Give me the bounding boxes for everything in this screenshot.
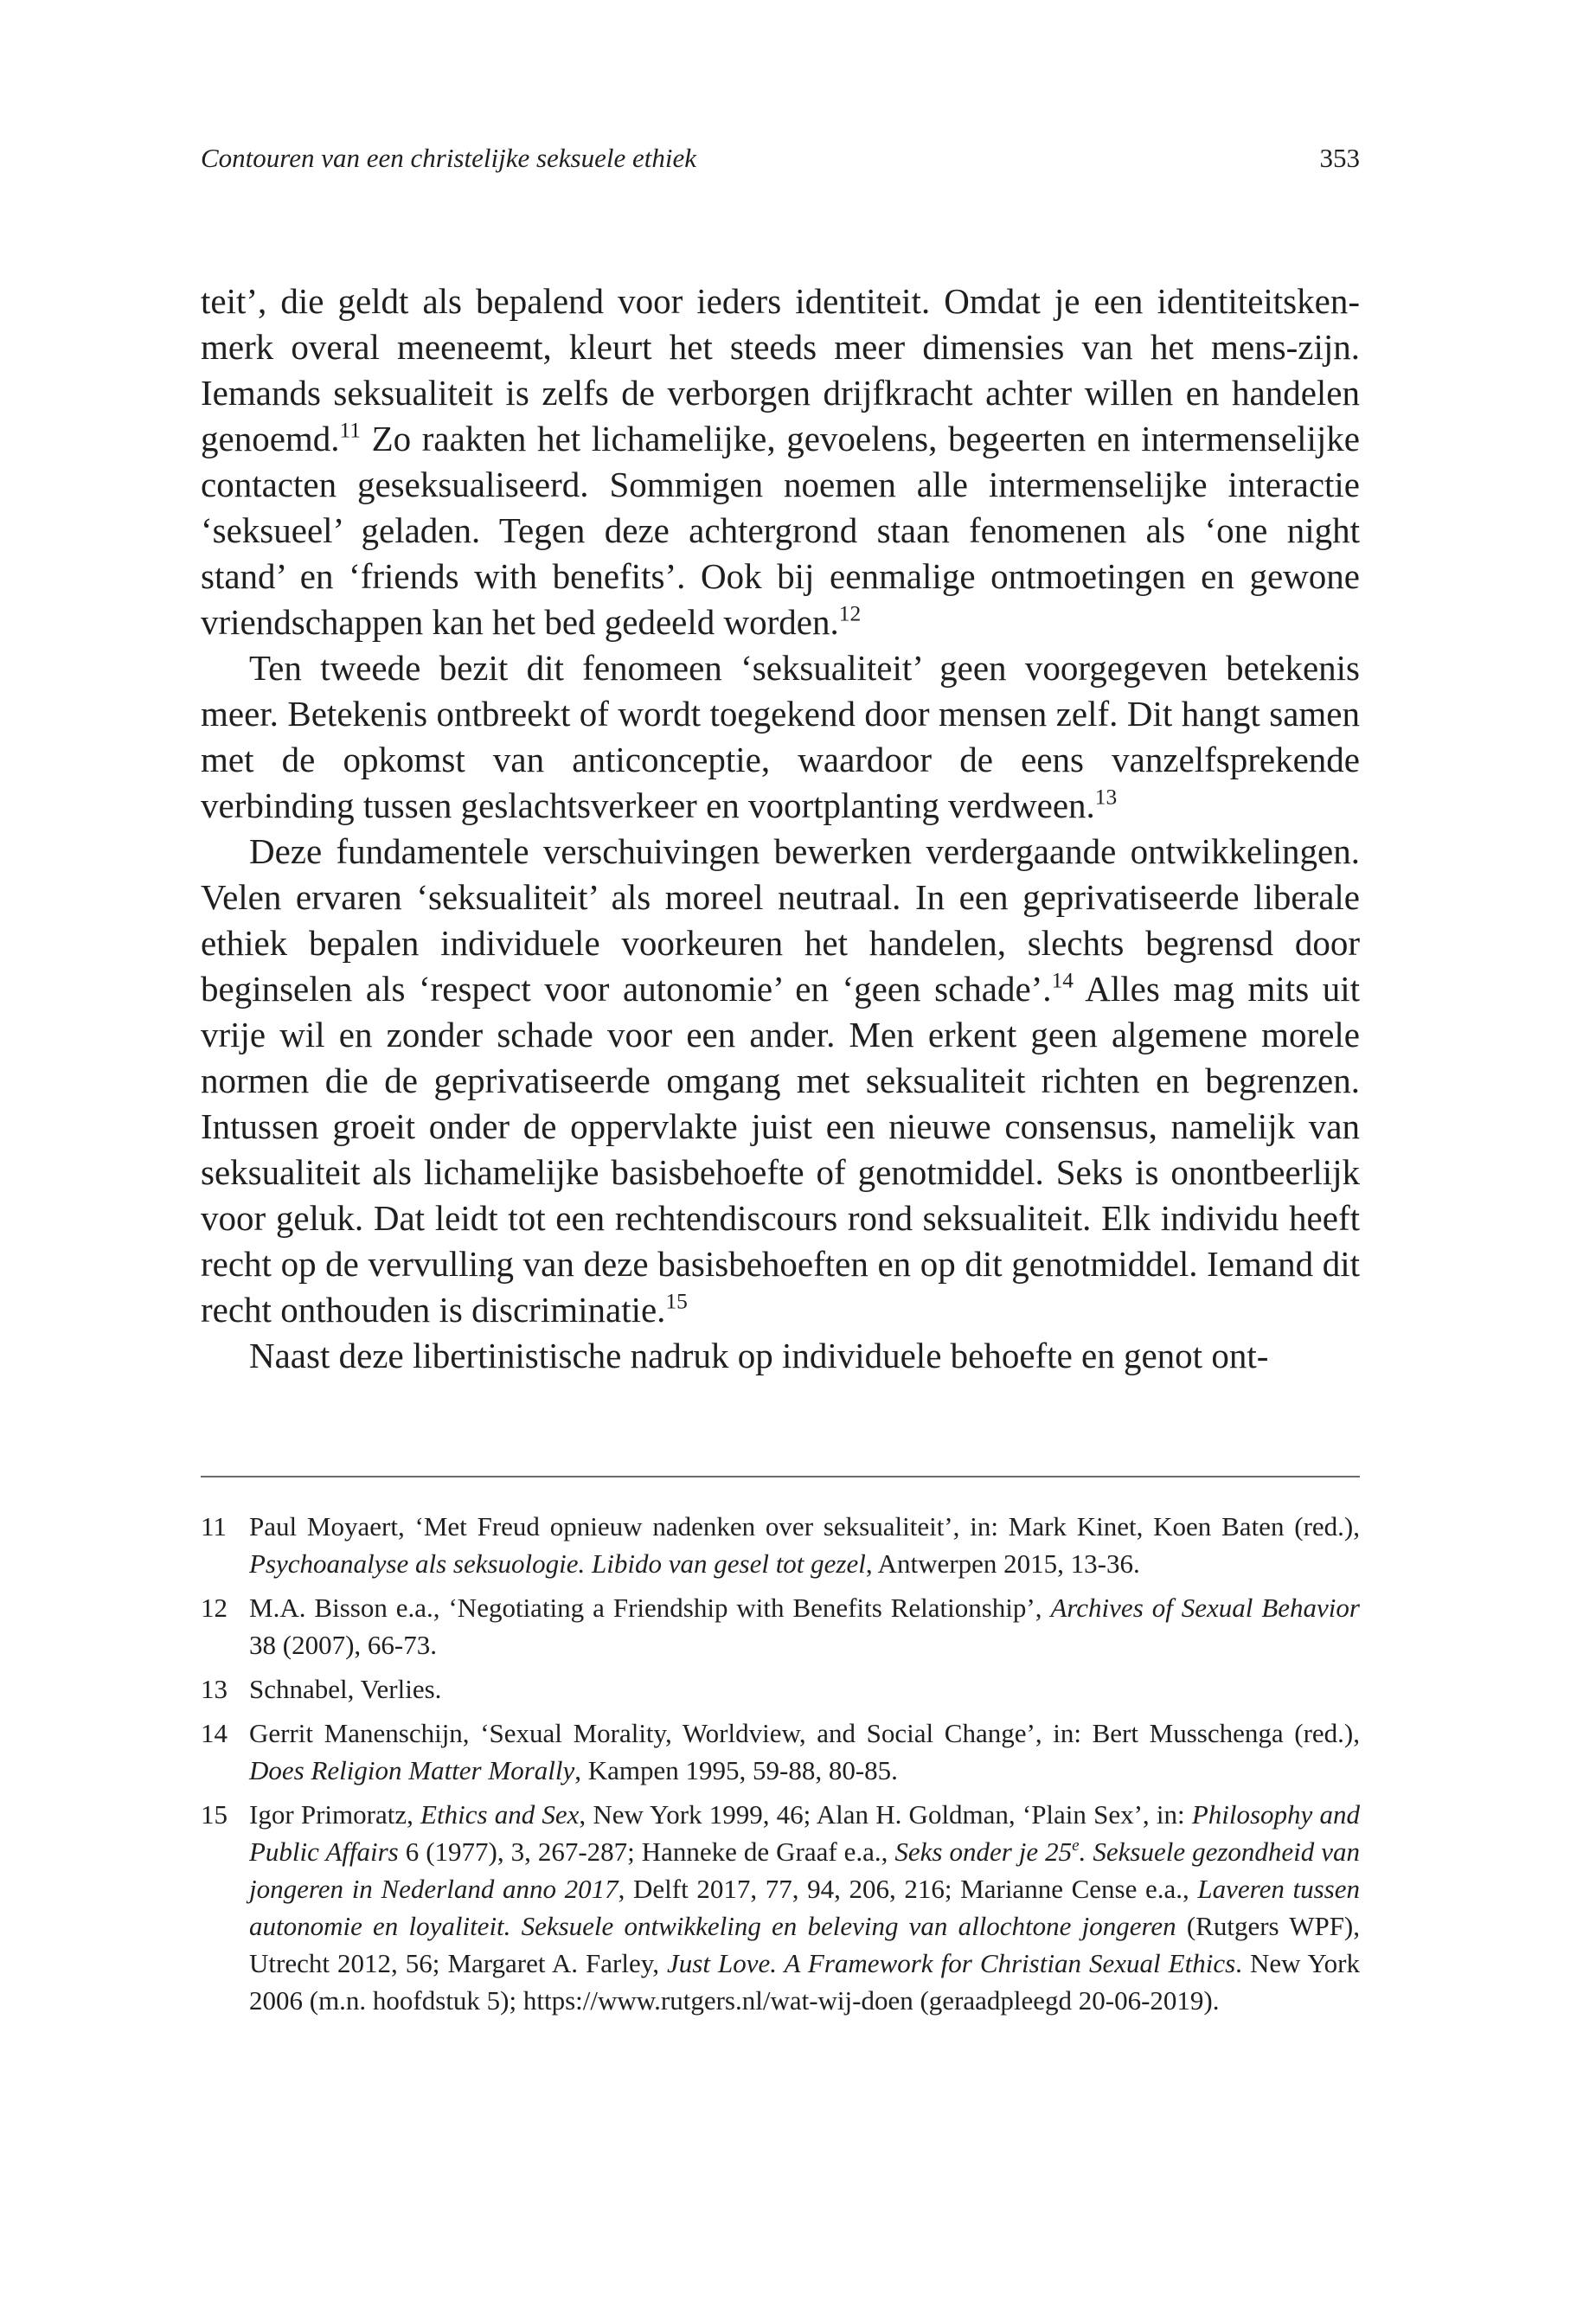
- footnotes: [201, 1508, 1360, 2026]
- footnote-italic: Just Love. A Framework for Christian Sexual Ethics: [667, 1948, 1236, 1978]
- footnote-12: [201, 1589, 1360, 1663]
- paragraph-1: [201, 279, 1360, 645]
- footnote-text: (Rutgers WPF), Utrecht 2012, 56; Margaret A. Farley,: [249, 1911, 1361, 1978]
- running-title: Contouren van een christelijke seksuele ethiek: [201, 143, 697, 173]
- body-text: [201, 279, 1360, 1379]
- footnote-italic: Does Religion Matter Morally: [249, 1755, 575, 1785]
- footnote-text: 38 (2007), 66-73.: [249, 1630, 437, 1660]
- footnote-text: Gerrit Manenschijn, ‘Sexual Morality, Worldview, and Social Change’, in: Bert Musschenga (red.),: [249, 1718, 1360, 1748]
- footnote-italic: Psychoanalyse als seksuologie. Libido van gesel tot gezel: [249, 1548, 866, 1579]
- footnote-italic: Ethics and Sex: [420, 1799, 580, 1830]
- footnote-text: , Kampen 1995, 59-88, 80-85.: [574, 1755, 898, 1785]
- footnote-text: Paul Moyaert, ‘Met Freud opnieuw nadenken over seksualiteit’, in: Mark Kinet, Koen Baten (red.),: [249, 1511, 1360, 1541]
- footnote-italic-part: Seks onder je 25: [894, 1836, 1073, 1867]
- footnote-15: [201, 1796, 1360, 2019]
- footnote-ref-12: 12: [838, 601, 862, 626]
- footnote-text: Igor Primoratz,: [249, 1799, 421, 1830]
- footnote-number: 11: [201, 1511, 227, 1541]
- footnote-text: M.A. Bisson e.a., ‘Negotiating a Friendship with Benefits Relationship’,: [249, 1593, 1051, 1623]
- footnote-13: [201, 1670, 1360, 1708]
- paragraph-2: [201, 645, 1360, 829]
- footnote-italic: Archives of Sexual Behavior: [1050, 1593, 1360, 1623]
- footnote-text: Schnabel, Verlies.: [249, 1674, 442, 1704]
- paragraph-1-text-a: teit’, die geldt als bepalend voor ieders identiteit. Omdat je een identiteitskenmerk overal meeneemt, kleurt het steeds meer dimensies van het mens-zijn. Iemands seksualiteit is zelfs de verborgen drijfkracht achter willen en handelen genoemd.: [201, 281, 1360, 458]
- footnote-italic: Philosophy and Public Affairs: [249, 1799, 1360, 1867]
- footnote-ref-14: 14: [1051, 968, 1074, 993]
- paragraph-3-text-a: Deze fundamentele verschuivingen bewerken verdergaande ontwikkelingen. Velen ervaren ‘seksualiteit’ als moreel neutraal. In een geprivatiseerde liberale ethiek bepalen individuele voorkeuren het handelen, slechts begrensd door beginselen als ‘respect voor autonomie’ en ‘geen schade’.: [201, 831, 1360, 1009]
- footnote-number: 14: [201, 1718, 228, 1748]
- footnote-number: 12: [201, 1593, 228, 1623]
- footnote-ref-11: 11: [339, 418, 362, 443]
- footnote-text: . New York 2006 (m.n. hoofdstuk 5); https://www.rutgers.nl/wat-wij-doen (geraadpleegd 20-06-2019).: [249, 1948, 1361, 2016]
- paragraph-3: [201, 829, 1360, 1333]
- footnote-number: 15: [201, 1799, 228, 1830]
- paragraph-4: [201, 1333, 1360, 1379]
- paragraph-4-text-a: Naast deze libertinistische nadruk op individuele behoefte en genot ont-: [249, 1336, 1269, 1375]
- footnote-text: 6 (1977), 3, 267-287; Hanneke de Graaf e.a.,: [398, 1836, 895, 1867]
- paragraph-1-text-b: Zo raakten het lichamelijke, gevoelens, begeerten en intermenselijke contacten geseksualiseerd. Sommigen noemen alle intermenselijke interactie ‘seksueel’ geladen. Tegen deze achtergrond staan fenomenen als ‘one night stand’ en ‘friends with benefits’. Ook bij eenmalige ontmoetingen en gewone vriendschappen kan het bed gedeeld worden.: [201, 419, 1360, 642]
- footnote-11: [201, 1508, 1360, 1582]
- footnote-text: , Delft 2017, 77, 94, 206, 216; Marianne Cense e.a.,: [618, 1874, 1198, 1904]
- footnote-ref-15: 15: [665, 1289, 688, 1314]
- paragraph-3-text-b: Alles mag mits uit vrije wil en zonder schade voor een ander. Men erkent geen algemene morele normen die de geprivatiseerde omgang met seksualiteit richten en begrenzen. Intussen groeit onder de oppervlakte juist een nieuwe consensus, namelijk van seksualiteit als lichamelijke basisbehoefte of genotmiddel. Seks is onontbeerlijk voor geluk. Dat leidt tot een rechtendiscours rond seksualiteit. Elk individu heeft recht op de vervulling van deze basisbehoeften en op dit genotmiddel. Iemand dit recht onthouden is discriminatie.: [201, 969, 1360, 1330]
- footnote-italic: Laveren tussen autonomie en loyaliteit. Seksuele ontwikkeling en beleving van allochtone jongeren: [249, 1874, 1360, 1941]
- footnote-text: , Antwerpen 2015, 13-36.: [865, 1548, 1140, 1579]
- footnote-italic-part: . Seksuele gezondheid van jongeren in Nederland anno 2017: [249, 1836, 1361, 1904]
- footnote-text: , New York 1999, 46; Alan H. Goldman, ‘Plain Sex’, in:: [579, 1799, 1192, 1830]
- footnote-superscript: e: [1072, 1836, 1080, 1856]
- footnote-divider: [201, 1476, 1360, 1477]
- footnote-ref-13: 13: [1094, 785, 1118, 810]
- footnote-14: [201, 1715, 1360, 1789]
- page-number: 353: [1319, 143, 1360, 173]
- paragraph-2-text-a: Ten tweede bezit dit fenomeen ‘seksualiteit’ geen voorgegeven betekenis meer. Betekenis ontbreekt of wordt toegekend door mensen zelf. Dit hangt samen met de opkomst van anticonceptie, waardoor de eens vanzelfsprekende verbinding tussen geslachtsverkeer en voortplanting verdween.: [201, 648, 1360, 825]
- running-header: [201, 138, 1360, 178]
- footnote-number: 13: [201, 1674, 228, 1704]
